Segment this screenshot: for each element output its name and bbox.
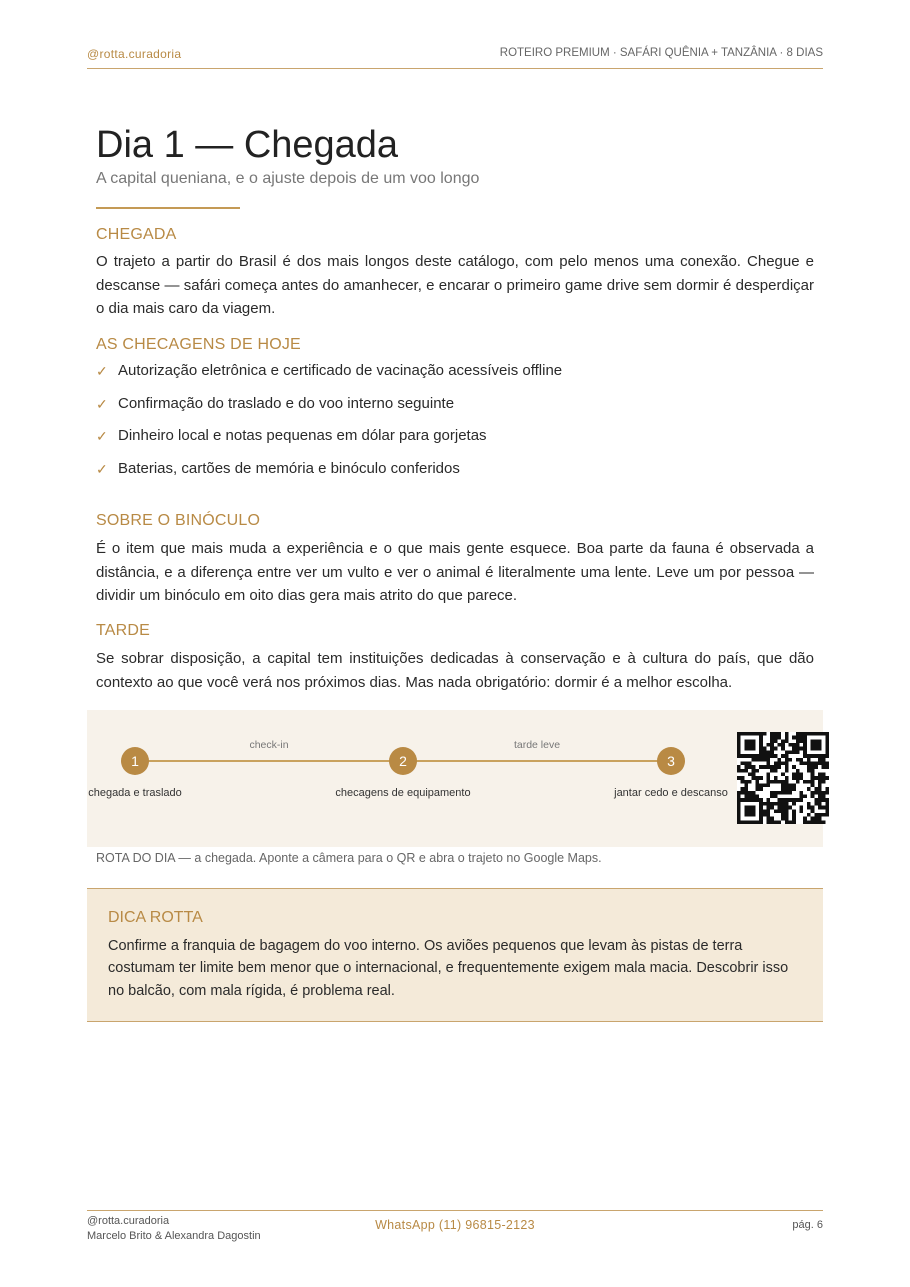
route-stop-label: jantar cedo e descanso — [614, 787, 728, 799]
check-icon: ✓ — [96, 363, 108, 379]
page-header — [87, 46, 823, 69]
section-heading-chegada: CHEGADA — [96, 226, 177, 243]
section-text-chegada: O trajeto a partir do Brasil é dos mais longos deste catálogo, com pelo menos uma conexão. Chegue e descanse — safári começa antes do amanhecer, e encarar o primeiro game drive sem dormir é desperdiçar o dia mais caro da viagem. — [96, 253, 814, 317]
checklist-item-text: Dinheiro local e notas pequenas em dólar para gorjetas — [118, 427, 487, 445]
title-divider — [96, 207, 240, 209]
route-stop-marker: 3 — [657, 747, 685, 775]
page-title: Dia 1 — Chegada — [96, 124, 399, 166]
route-caption: ROTA DO DIA — a chegada. Aponte a câmera para o QR e abra o trajeto no Google Maps. — [96, 851, 602, 865]
section-heading-checagens: AS CHECAGENS DE HOJE — [96, 336, 301, 353]
footer-authors: Marcelo Brito & Alexandra Dagostin — [87, 1230, 261, 1242]
header-brand: @rotta.curadoria — [87, 47, 182, 61]
route-segment-label: check-in — [249, 739, 289, 751]
checklist-item-text: Baterias, cartões de memória e binóculo conferidos — [118, 460, 460, 478]
tip-title: DICA ROTTA — [108, 909, 203, 926]
checklist-item — [96, 360, 562, 393]
checklist-item — [96, 425, 562, 458]
route-stop-marker: 1 — [121, 747, 149, 775]
footer-brand: @rotta.curadoria — [87, 1215, 170, 1227]
checklist-item-text: Autorização eletrônica e certificado de vacinação acessíveis offline — [118, 362, 563, 379]
route-stop-label: checagens de equipamento — [335, 787, 471, 799]
route-stop-label: chegada e traslado — [88, 787, 182, 799]
checklist-item — [96, 458, 562, 491]
check-icon: ✓ — [96, 461, 108, 478]
header-doc-title: ROTEIRO PREMIUM · SAFÁRI QUÊNIA + TANZÂNIA · 8 DIAS — [499, 47, 823, 59]
route-segment-label: tarde leve — [513, 739, 561, 751]
checklist-item-text: Confirmação do traslado e do voo interno seguinte — [118, 394, 455, 412]
check-icon: ✓ — [96, 428, 108, 445]
qr-code-icon[interactable] — [737, 732, 829, 824]
route-map — [87, 710, 823, 847]
page-subtitle: A capital queniana, e o ajuste depois de um voo longo — [96, 170, 480, 187]
footer-whatsapp[interactable]: WhatsApp (11) 96815-2123 — [375, 1218, 535, 1232]
section-heading-tarde: TARDE — [96, 622, 151, 639]
tip-text: Confirme a franquia de bagagem do voo interno. Os aviões pequenos que levam às pistas de terra costumam ter limite bem menor que o internacional, e frequentemente exigem mala macia. Descobrir isso no balcão, com mala rígida, é problema real. — [108, 938, 789, 999]
page-footer — [87, 1210, 823, 1251]
checklist — [96, 360, 562, 491]
section-text-binoculo: É o item que mais muda a experiência e o que mais gente esquece. Boa parte da fauna é observada a distância, e a diferença entre ver um vulto e ver o animal é literalmente uma lente. Leve um por pessoa — dividir um binóculo em oito dias gera mais atrito do que parece. — [96, 540, 814, 604]
section-text-tarde: Se sobrar disposição, a capital tem instituições dedicadas à conservação e à cultura do país, que dão contexto ao que você verá nos próximos dias. Mas nada obrigatório: dormir é a melhor escolha. — [96, 650, 814, 691]
page-number: pág. 6 — [792, 1219, 823, 1231]
check-icon: ✓ — [96, 395, 108, 412]
tip-box — [87, 888, 823, 1022]
checklist-item — [96, 393, 562, 426]
route-stop-marker: 2 — [389, 747, 417, 775]
section-heading-binoculo: SOBRE O BINÓCULO — [96, 512, 261, 529]
